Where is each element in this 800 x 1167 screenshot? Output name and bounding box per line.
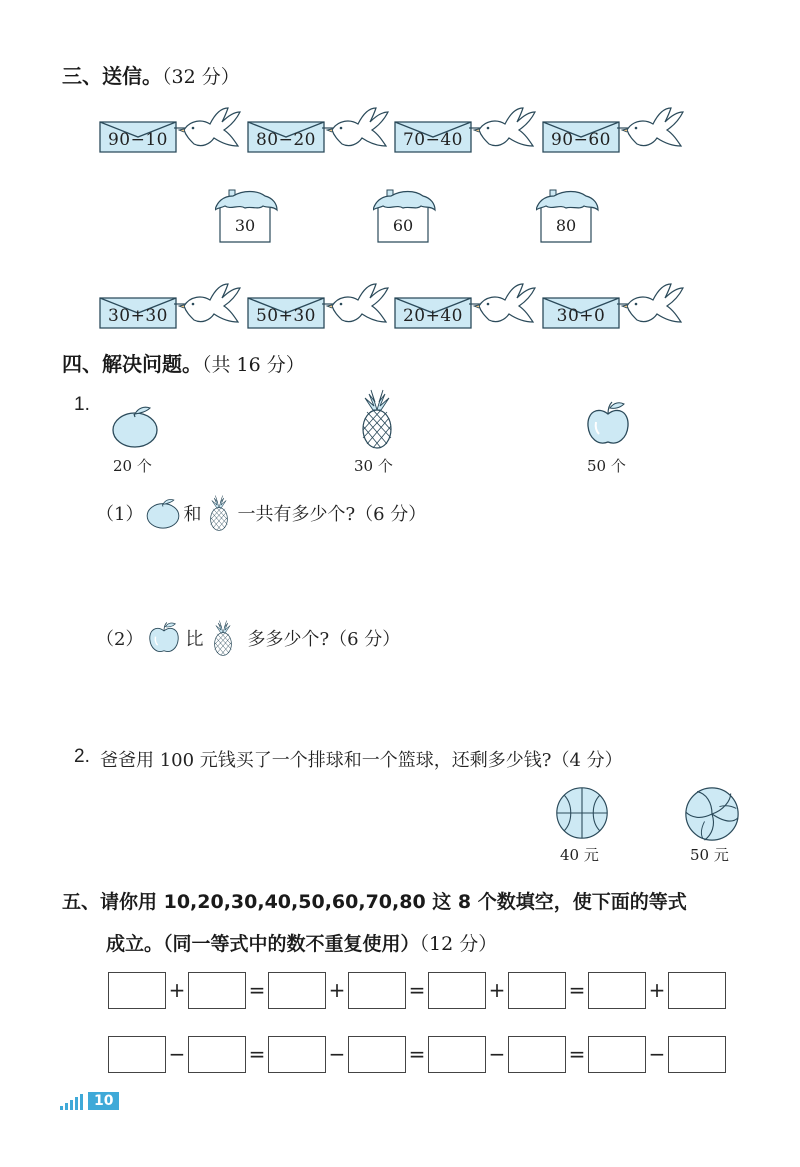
answer-box[interactable] xyxy=(508,972,566,1009)
house xyxy=(215,184,305,244)
answer-box[interactable] xyxy=(588,972,646,1009)
section3-title-text: 三、送信。 xyxy=(62,64,162,88)
section5-title-line1: 五、请你用 10,20,30,40,50,60,70,80 这 8 个数填空，使下面的等式 xyxy=(62,891,687,913)
orange-count: 20 个 xyxy=(113,457,152,475)
answer-box[interactable] xyxy=(188,972,246,1009)
than-text: 比 xyxy=(185,629,204,650)
equation-row-1 xyxy=(108,972,726,1009)
plus-sign: + xyxy=(648,978,666,1002)
answer-box[interactable] xyxy=(188,1036,246,1073)
pineapple-icon xyxy=(357,388,397,450)
pineapple-icon xyxy=(207,494,231,532)
equals-sign: = xyxy=(568,978,586,1002)
plus-sign: + xyxy=(328,978,346,1002)
section3-score: （32 分） xyxy=(162,66,240,88)
question-1-number: 1. xyxy=(74,394,90,415)
pineapple-icon xyxy=(211,619,235,657)
section5-title-line2 xyxy=(106,929,497,956)
volleyball-icon xyxy=(684,786,740,842)
house-icon xyxy=(373,184,463,244)
letter-expression: 70−40 xyxy=(402,130,463,150)
house-number: 30 xyxy=(234,216,256,235)
basketball-price: 40 元 xyxy=(560,846,599,864)
answer-box[interactable] xyxy=(428,1036,486,1073)
answer-box[interactable] xyxy=(668,972,726,1009)
house-icon xyxy=(536,184,626,244)
section4-title-text: 四、解决问题。 xyxy=(62,352,202,376)
bars-icon xyxy=(60,1092,88,1110)
equals-sign: = xyxy=(408,978,426,1002)
house-number: 60 xyxy=(392,216,414,235)
letter-expression: 50+30 xyxy=(255,306,316,326)
plus-sign: + xyxy=(168,978,186,1002)
plus-sign: + xyxy=(488,978,506,1002)
orange-icon xyxy=(110,404,160,448)
minus-sign: − xyxy=(488,1042,506,1066)
answer-box[interactable] xyxy=(348,1036,406,1073)
letter-expression: 90−60 xyxy=(550,130,611,150)
answer-box[interactable] xyxy=(268,1036,326,1073)
house xyxy=(373,184,463,244)
answer-box[interactable] xyxy=(108,972,166,1009)
letter-envelope xyxy=(541,282,719,330)
answer-box[interactable] xyxy=(668,1036,726,1073)
minus-sign: − xyxy=(648,1042,666,1066)
apple-icon xyxy=(147,621,181,655)
answer-box[interactable] xyxy=(508,1036,566,1073)
equals-sign: = xyxy=(408,1042,426,1066)
basketball-icon xyxy=(555,786,609,840)
volleyball-price: 50 元 xyxy=(690,846,729,864)
sub-question-2-number: （2） xyxy=(96,629,144,650)
minus-sign: − xyxy=(328,1042,346,1066)
section4-score: （共 16 分） xyxy=(202,354,305,376)
letter-expression: 20+40 xyxy=(402,306,463,326)
answer-box[interactable] xyxy=(108,1036,166,1073)
section5-title-text: 成立。（同一等式中的数不重复使用） xyxy=(106,933,420,955)
answer-box[interactable] xyxy=(428,972,486,1009)
letter-expression: 30+30 xyxy=(107,306,168,326)
orange-icon xyxy=(145,497,181,529)
equation-row-2 xyxy=(108,1036,726,1073)
answer-box[interactable] xyxy=(268,972,326,1009)
letter-envelope xyxy=(541,106,719,154)
sub-question-2-text: 多多少个?（6 分） xyxy=(247,629,401,650)
house xyxy=(536,184,626,244)
question-2-number: 2. xyxy=(74,746,90,767)
and-text: 和 xyxy=(183,504,202,525)
section5-score: （12 分） xyxy=(419,933,498,955)
letter-expression: 90−10 xyxy=(107,130,168,150)
answer-box[interactable] xyxy=(588,1036,646,1073)
sub-question-1-number: （1） xyxy=(96,504,144,525)
page-number-badge xyxy=(60,1092,119,1110)
page-number: 10 xyxy=(88,1092,119,1110)
sub-question-1-text: 一共有多少个?（6 分） xyxy=(237,504,427,525)
letter-expression: 80−20 xyxy=(255,130,316,150)
equals-sign: = xyxy=(568,1042,586,1066)
house-number: 80 xyxy=(555,216,577,235)
equals-sign: = xyxy=(248,978,266,1002)
house-icon xyxy=(215,184,305,244)
answer-box[interactable] xyxy=(348,972,406,1009)
sub-question-1 xyxy=(96,496,426,530)
sub-question-2 xyxy=(96,618,400,658)
apple-icon xyxy=(584,400,632,448)
apple-count: 50 个 xyxy=(587,457,626,475)
section3-title xyxy=(62,60,240,89)
question-2-text: 爸爸用 100 元钱买了一个排球和一个篮球，还剩多少钱?（4 分） xyxy=(100,750,623,771)
equals-sign: = xyxy=(248,1042,266,1066)
section4-title xyxy=(62,348,305,377)
minus-sign: − xyxy=(168,1042,186,1066)
letter-expression: 30+0 xyxy=(556,306,606,326)
pineapple-count: 30 个 xyxy=(354,457,393,475)
